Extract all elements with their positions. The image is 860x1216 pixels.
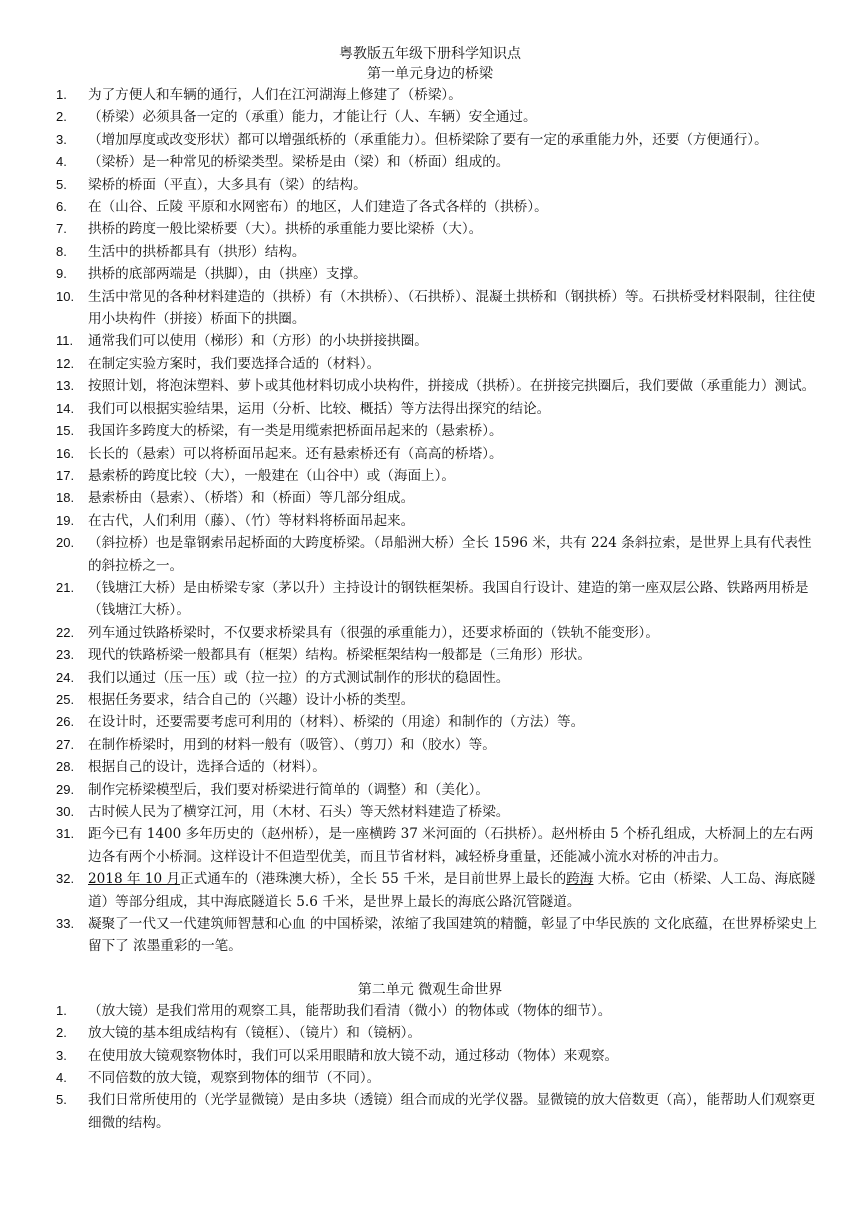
item-text: 我们日常所使用的（光学显微镜）是由多块（透镜）组合而成的光学仪器。显微镜的放大倍数更（高），能帮助人们观察更细微的结构。	[88, 1092, 816, 1131]
item-number: 10 .	[56, 286, 86, 308]
item-text: 我国许多跨度大的桥梁，有一类是用缆索把桥面吊起来的（悬索桥）。	[88, 423, 503, 440]
item-number: 30 .	[56, 801, 86, 823]
unit2-list	[0, 1000, 860, 1134]
list-item	[0, 711, 860, 733]
list-item	[0, 510, 860, 532]
item-number: 9 .	[56, 263, 86, 285]
list-item	[0, 487, 860, 509]
unit2-title: 第二单元 微观生命世界	[357, 981, 503, 998]
item-number: 12 .	[56, 353, 86, 375]
list-item	[0, 106, 860, 128]
item-text: 在古代，人们利用（藤）、（竹）等材料将桥面吊起来。	[88, 512, 415, 529]
list-item	[0, 443, 860, 465]
item-text: 按照计划，将泡沫塑料、萝卜或其他材料切成小块构件，拼接成（拱桥）。在拼接完拱圈后，我们要做（承重能力）测试。	[88, 378, 816, 395]
list-item	[0, 398, 860, 420]
item-text: （斜拉桥）也是靠钢索吊起桥面的大跨度桥梁。（昂船洲大桥）全长 1596 米，共有 224 条斜拉索，是世界上具有代表性的斜拉桥之一。	[88, 535, 812, 574]
item-text: 通常我们可以使用（梯形）和（方形）的小块拼接拱圈。	[88, 333, 428, 350]
list-item	[0, 353, 860, 375]
list-item	[0, 868, 860, 913]
item-text: 长长的（悬索）可以将桥面吊起来。还有悬索桥还有（高高的桥塔）。	[88, 445, 503, 462]
item-number: 11 .	[56, 330, 86, 352]
item-text: 在制作桥梁时，用到的材料一般有（吸管）、（剪刀）和（胶水）等。	[88, 736, 496, 753]
list-item	[0, 286, 860, 331]
item-number: 4 .	[56, 1067, 86, 1089]
item-number: 2 .	[56, 1022, 86, 1044]
item-text: 距今已有 1400 多年历史的（赵州桥），是一座横跨 37 米河面的（石拱桥）。赵州桥由 5 个桥孔组成，大桥洞上的左右两边各有两个小桥洞。这样设计不但造型优美，而且节省材料，减轻桥身重量，还能减小流水对桥的冲击力。	[88, 826, 814, 865]
item-text: 根据自己的设计，选择合适的（材料）。	[88, 759, 326, 776]
item-number: 13 .	[56, 375, 86, 397]
document-title: 粤教版五年级下册科学知识点	[339, 46, 521, 62]
list-item	[0, 779, 860, 801]
list-item	[0, 1000, 860, 1022]
item-text: 大桥。它由（桥梁、人工岛、海底隧道）等部分组成，其中海底隧道长 5.6 千米，是世界上最长的海底公路沉管隧道。	[88, 871, 816, 910]
item-number: 8 .	[56, 241, 86, 263]
item-text: 在制定实验方案时，我们要选择合适的（材料）。	[88, 355, 381, 372]
item-number: 5 .	[56, 174, 86, 196]
list-item	[0, 1022, 860, 1044]
item-text: 在设计时，还要需要考虑可利用的（材料）、桥梁的（用途）和制作的（方法）等。	[88, 714, 585, 731]
item-text: 在使用放大镜观察物体时，我们可以采用眼睛和放大镜不动，通过移动（物体）来观察。	[88, 1047, 619, 1064]
section-gap	[0, 958, 860, 980]
list-item	[0, 465, 860, 487]
item-number: 33 .	[56, 913, 86, 935]
item-text: 现代的铁路桥梁一般都具有（框架）结构。桥梁框架结构一般都是（三角形）形状。	[88, 647, 591, 664]
item-number: 14 .	[56, 398, 86, 420]
item-number: 31 .	[56, 823, 86, 845]
item-number: 29 .	[56, 779, 86, 801]
item-number: 25 .	[56, 689, 86, 711]
item-number: 26 .	[56, 711, 86, 733]
list-item	[0, 823, 860, 868]
item-number: 20 .	[56, 532, 86, 554]
item-text: 拱桥的底部两端是（拱脚），由（拱座）支撑。	[88, 266, 367, 283]
list-item	[0, 644, 860, 666]
item-number: 22 .	[56, 622, 86, 644]
list-item	[0, 420, 860, 442]
item-number: 1 .	[56, 84, 86, 106]
item-text: 悬索桥的跨度比较（大），一般建在（山谷中）或（海面上）。	[88, 467, 456, 484]
item-text: 列车通过铁路桥梁时，不仅要求桥梁具有（很强的承重能力），还要求桥面的（铁轨不能变形）。	[88, 624, 659, 641]
list-item	[0, 801, 860, 823]
list-item	[0, 196, 860, 218]
item-text: 拱桥的跨度一般比梁桥要（大）。拱桥的承重能力要比梁桥（大）。	[88, 221, 483, 238]
list-item	[0, 577, 860, 622]
item-number: 21 .	[56, 577, 86, 599]
list-item	[0, 151, 860, 173]
item-number: 23 .	[56, 644, 86, 666]
item-text: （梁桥）是一种常见的桥梁类型。梁桥是由（梁）和（桥面）组成的。	[88, 154, 510, 171]
list-item	[0, 756, 860, 778]
item-number: 18 .	[56, 487, 86, 509]
list-item	[0, 622, 860, 644]
item-number: 1 .	[56, 1000, 86, 1022]
item-text: 悬索桥由（悬索）、（桥塔）和（桥面）等几部分组成。	[88, 490, 415, 507]
item-number: 7 .	[56, 218, 86, 240]
item-number: 28 .	[56, 756, 86, 778]
item-text: 正式通车的（港珠澳大桥），全长 55 千米，是目前世界上最长的	[180, 871, 567, 888]
item-text: （钱塘江大桥）是由桥梁专家（茅以升）主持设计的钢铁框架桥。我国自行设计、建造的第一座双层公路、铁路两用桥是（钱塘江大桥）。	[88, 579, 809, 619]
item-number: 3 .	[56, 129, 86, 151]
item-text: 为了方便人和车辆的通行，人们在江河湖海上修建了（桥梁）。	[88, 87, 462, 103]
item-text: 生活中常见的各种材料建造的（拱桥）有（木拱桥）、（石拱桥）、混凝土拱桥和（钢拱桥）等。石拱桥受材料限制，往往使用小块构件（拼接）桥面下的拱圈。	[88, 288, 816, 328]
list-item	[0, 375, 860, 397]
list-item	[0, 330, 860, 352]
item-text: 制作完桥梁模型后，我们要对桥梁进行简单的（调整）和（美化）。	[88, 781, 490, 798]
item-text: 根据任务要求，结合自己的（兴趣）设计小桥的类型。	[88, 691, 415, 708]
item-text: 古时候人民为了横穿江河，用（木材、石头）等天然材料建造了桥梁。	[88, 804, 510, 820]
item-underlined-text: 跨海	[566, 871, 594, 888]
item-number: 2 .	[56, 106, 86, 128]
unit1-list	[0, 84, 860, 958]
list-item	[0, 734, 860, 756]
list-item	[0, 263, 860, 285]
item-text: （桥梁）必须具备一定的（承重）能力，才能让行（人、车辆）安全通过。	[88, 109, 537, 126]
list-item	[0, 667, 860, 689]
item-underlined-text: 2018 年 10 月	[88, 871, 181, 888]
item-number: 5 .	[56, 1089, 86, 1111]
item-number: 15 .	[56, 420, 86, 442]
item-text: 生活中的拱桥都具有（拱形）结构。	[88, 243, 306, 260]
item-number: 16 .	[56, 443, 86, 465]
item-text: （放大镜）是我们常用的观察工具，能帮助我们看清（微小）的物体或（物体的细节）。	[88, 1002, 612, 1019]
item-number: 24 .	[56, 667, 86, 689]
list-item	[0, 1045, 860, 1067]
item-number: 4 .	[56, 151, 86, 173]
item-text: 凝聚了一代又一代建筑师智慧和心血 的中国桥梁，浓缩了我国建筑的精髓，彰显了中华民族的 文化底蕴，在世界桥梁史上留下了 浓墨重彩的一笔。	[88, 916, 818, 955]
list-item	[0, 1089, 860, 1134]
list-item	[0, 241, 860, 263]
list-item	[0, 84, 860, 106]
item-number: 6 .	[56, 196, 86, 218]
item-number: 32 .	[56, 868, 86, 890]
item-number: 3 .	[56, 1045, 86, 1067]
item-number: 17 .	[56, 465, 86, 487]
list-item	[0, 689, 860, 711]
item-text: 梁桥的桥面（平直），大多具有（梁）的结构。	[88, 176, 367, 193]
item-text: （增加厚度或改变形状）都可以增强纸桥的（承重能力）。但桥梁除了要有一定的承重能力外，还要（方便通行）。	[88, 131, 768, 148]
item-text: 我们以通过（压一压）或（拉一拉）的方式测试制作的形状的稳固性。	[88, 669, 510, 686]
item-number: 19 .	[56, 510, 86, 532]
list-item	[0, 218, 860, 240]
list-item	[0, 1067, 860, 1089]
item-text: 不同倍数的放大镜，观察到物体的细节（不同）。	[88, 1070, 381, 1087]
item-number: 27 .	[56, 734, 86, 756]
list-item	[0, 913, 860, 958]
item-text: 在（山谷、丘陵 平原和水网密布）的地区，人们建造了各式各样的（拱桥）。	[88, 199, 548, 216]
item-text: 放大镜的基本组成结构有（镜框）、（镜片）和（镜柄）。	[88, 1025, 422, 1042]
list-item	[0, 174, 860, 196]
unit1-title: 第一单元身边的桥梁	[367, 66, 493, 82]
list-item	[0, 532, 860, 577]
list-item	[0, 129, 860, 151]
item-text: 我们可以根据实验结果，运用（分析、比较、概括）等方法得出探究的结论。	[88, 400, 551, 417]
